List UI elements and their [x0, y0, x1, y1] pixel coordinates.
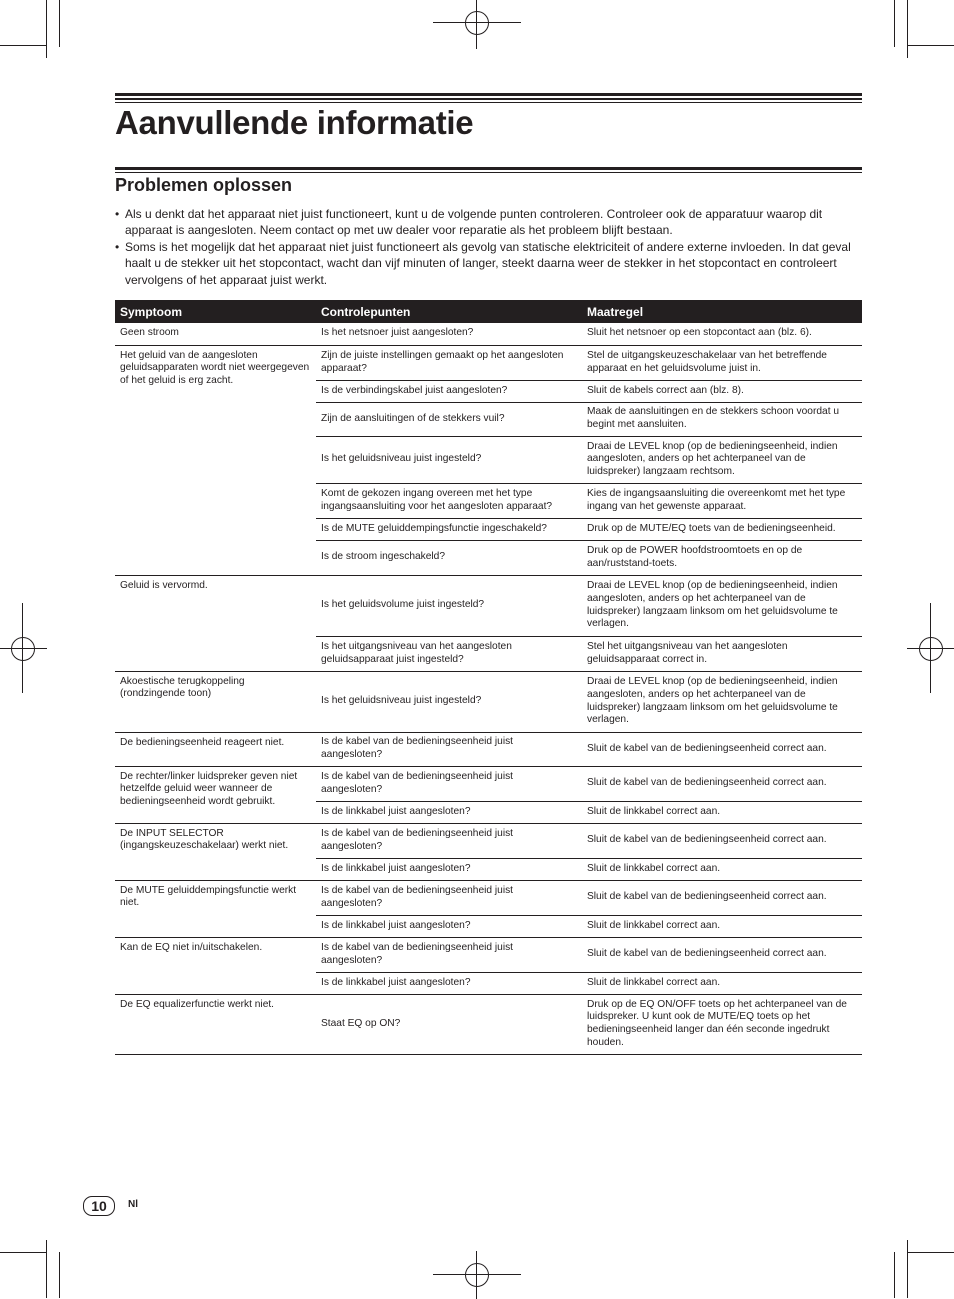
action-cell: Sluit de kabels correct aan (blz. 8). [582, 380, 862, 402]
table-row [115, 823, 862, 858]
table-row [115, 937, 862, 972]
table-row [115, 994, 862, 1054]
action-cell: Sluit het netsnoer op een stopcontact aan (blz. 6). [582, 323, 862, 345]
table-row [115, 575, 862, 636]
page-number: 10 [83, 1196, 115, 1216]
symptom-cell: De INPUT SELECTOR (ingangskeuzeschakelaar) werkt niet. [115, 823, 316, 880]
symptom-cell: De rechter/linker luidspreker geven niet hetzelfde geluid weer wanneer de bedieningseenheid wordt gebruikt. [115, 766, 316, 823]
action-cell: Draai de LEVEL knop (op de bedieningseenheid, indien aangesloten, anders op het achterpaneel van de luidspreker) langzaam linksom om het geluidsvolume te verlagen. [582, 575, 862, 636]
action-cell: Sluit de kabel van de bedieningseenheid correct aan. [582, 880, 862, 915]
troubleshooting-table [115, 300, 862, 1055]
check-cell: Staat EQ op ON? [316, 994, 582, 1054]
action-cell: Druk op de EQ ON/OFF toets op het achterpaneel van de luidspreker. U kunt ook de MUTE/EQ toets op het bedieningseenheid langer dan één seconde ingedrukt houden. [582, 994, 862, 1054]
symptom-cell: Kan de EQ niet in/uitschakelen. [115, 937, 316, 994]
table-row [115, 732, 862, 766]
check-cell: Is de MUTE geluiddempingsfunctie ingeschakeld? [316, 518, 582, 540]
action-cell: Draai de LEVEL knop (op de bedieningseenheid, indien aangesloten, anders op het achterpaneel van de luidspreker) langzaam linksom om het geluidsvolume te verlagen. [582, 671, 862, 732]
action-cell: Stel het uitgangsniveau van het aangesloten geluidsapparaat correct in. [582, 636, 862, 671]
registration-mark-left [1, 627, 45, 671]
symptom-cell: De bedieningseenheid reageert niet. [115, 732, 316, 766]
check-cell: Is het geluidsniveau juist ingesteld? [316, 671, 582, 732]
action-cell: Sluit de linkkabel correct aan. [582, 801, 862, 823]
header-symptom: Symptoom [115, 300, 316, 323]
table-row [115, 880, 862, 915]
symptom-cell: Akoestische terugkoppeling (rondzingende toon) [115, 671, 316, 732]
action-cell: Draai de LEVEL knop (op de bedieningseenheid, indien aangesloten, anders op het achterpaneel van de luidspreker) langzaam rechtsom. [582, 436, 862, 483]
language-code: Nl [128, 1199, 138, 1210]
action-cell: Sluit de linkkabel correct aan. [582, 858, 862, 880]
registration-mark-right [909, 627, 953, 671]
action-cell: Stel de uitgangskeuzeschakelaar van het betreffende apparaat en het geluidsvolume juist in. [582, 345, 862, 380]
page-title: Aanvullende informatie [115, 104, 474, 141]
check-cell: Zijn de juiste instellingen gemaakt op het aangesloten apparaat? [316, 345, 582, 380]
action-cell: Sluit de kabel van de bedieningseenheid correct aan. [582, 766, 862, 801]
action-cell: Druk op de MUTE/EQ toets van de bedieningseenheid. [582, 518, 862, 540]
action-cell: Sluit de linkkabel correct aan. [582, 972, 862, 994]
check-cell: Is de kabel van de bedieningseenheid juist aangesloten? [316, 880, 582, 915]
check-cell: Is het uitgangsniveau van het aangesloten geluidsapparaat juist ingesteld? [316, 636, 582, 671]
registration-mark-top [455, 1, 499, 45]
action-cell: Kies de ingangsaansluiting die overeenkomt met het type ingang van het gewenste apparaat. [582, 483, 862, 518]
section-title: Problemen oplossen [115, 175, 293, 195]
action-cell: Druk op de POWER hoofdstroomtoets en op de aan/ruststand-toets. [582, 540, 862, 575]
symptom-cell: Geen stroom [115, 323, 316, 345]
check-cell: Zijn de aansluitingen of de stekkers vuil? [316, 402, 582, 436]
intro-text [115, 206, 865, 288]
action-cell: Sluit de kabel van de bedieningseenheid correct aan. [582, 823, 862, 858]
table-header-row [115, 300, 862, 323]
intro-bullet: • Soms is het mogelijk dat het apparaat niet juist functioneert als gevolg van statische elektriciteit of andere externe invloeden. In dat geval haalt u de stekker uit het stopcontact, wacht dan vijf minuten of langer, steekt daarna weer de stekker in het stopcontact en controleert vervolgens of het apparaat juist werkt. [115, 239, 865, 288]
check-cell: Komt de gekozen ingang overeen met het type ingangsaansluiting voor het aangesloten apparaat? [316, 483, 582, 518]
table-row [115, 671, 862, 732]
table-row [115, 345, 862, 380]
symptom-cell: De EQ equalizerfunctie werkt niet. [115, 994, 316, 1054]
check-cell: Is het geluidsniveau juist ingesteld? [316, 436, 582, 483]
check-cell: Is de linkkabel juist aangesloten? [316, 801, 582, 823]
check-cell: Is het geluidsvolume juist ingesteld? [316, 575, 582, 636]
header-action: Maatregel [582, 300, 862, 323]
check-cell: Is de verbindingskabel juist aangesloten? [316, 380, 582, 402]
title-rule [115, 93, 862, 103]
check-cell: Is de linkkabel juist aangesloten? [316, 858, 582, 880]
check-cell: Is de linkkabel juist aangesloten? [316, 972, 582, 994]
action-cell: Sluit de kabel van de bedieningseenheid correct aan. [582, 732, 862, 766]
check-cell: Is de kabel van de bedieningseenheid juist aangesloten? [316, 766, 582, 801]
action-cell: Sluit de kabel van de bedieningseenheid correct aan. [582, 937, 862, 972]
registration-mark-bottom [455, 1253, 499, 1297]
symptom-cell: De MUTE geluiddempingsfunctie werkt niet. [115, 880, 316, 937]
symptom-cell: Geluid is vervormd. [115, 575, 316, 671]
table-row [115, 766, 862, 801]
section-rule [115, 167, 862, 173]
check-cell: Is de kabel van de bedieningseenheid juist aangesloten? [316, 823, 582, 858]
header-check: Controlepunten [316, 300, 582, 323]
check-cell: Is de kabel van de bedieningseenheid juist aangesloten? [316, 732, 582, 766]
check-cell: Is de stroom ingeschakeld? [316, 540, 582, 575]
action-cell: Sluit de linkkabel correct aan. [582, 915, 862, 937]
action-cell: Maak de aansluitingen en de stekkers schoon voordat u begint met aansluiten. [582, 402, 862, 436]
check-cell: Is de linkkabel juist aangesloten? [316, 915, 582, 937]
table-row [115, 323, 862, 345]
check-cell: Is de kabel van de bedieningseenheid juist aangesloten? [316, 937, 582, 972]
symptom-cell: Het geluid van de aangesloten geluidsapparaten wordt niet weergegeven of het geluid is erg zacht. [115, 345, 316, 575]
table-body [115, 323, 862, 1054]
check-cell: Is het netsnoer juist aangesloten? [316, 323, 582, 345]
intro-bullet: • Als u denkt dat het apparaat niet juist functioneert, kunt u de volgende punten controleren. Controleer ook de apparatuur waarop dit apparaat is aangesloten. Neem contact op met uw dealer voor reparatie als het probleem blijft bestaan. [115, 206, 865, 239]
